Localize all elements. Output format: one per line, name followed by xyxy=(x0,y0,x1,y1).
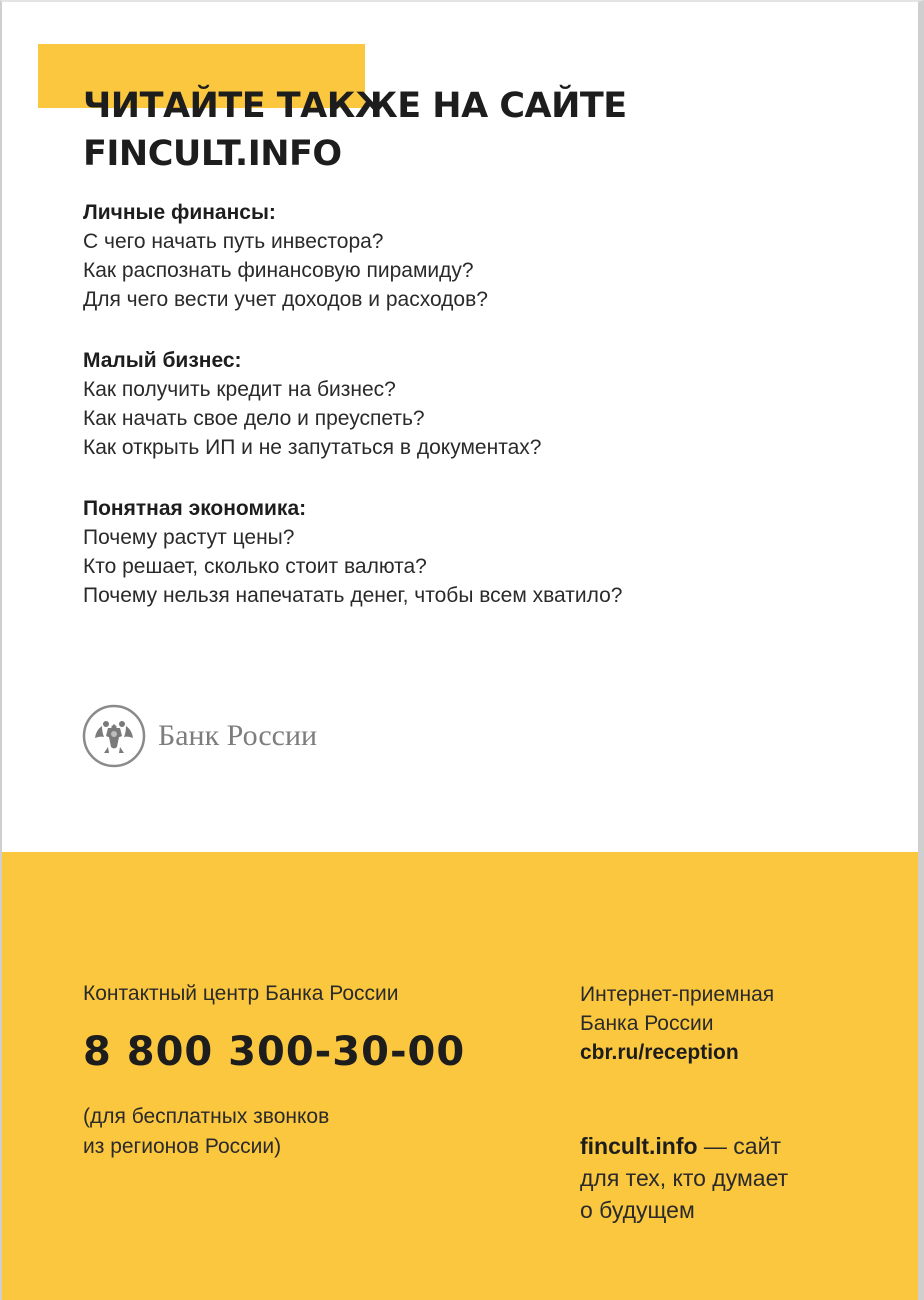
fincult-link[interactable]: fincult.info xyxy=(580,1133,698,1159)
reception-line-1: Интернет-приемная xyxy=(580,983,775,1006)
logo-text: Банк России xyxy=(158,719,318,752)
fincult-tagline-line-3: о будущем xyxy=(580,1197,695,1223)
fincult-tagline-line-2: для тех, кто думает xyxy=(580,1165,789,1191)
topics-list xyxy=(83,198,843,642)
phone-note-line-1: (для бесплатных звонков xyxy=(83,1105,330,1128)
section-title: Личные финансы: xyxy=(83,201,276,224)
section-personal-finance xyxy=(83,198,843,314)
topic-item: Как открыть ИП и не запутаться в документах? xyxy=(83,436,542,459)
section-economics xyxy=(83,494,843,610)
internet-reception xyxy=(580,980,840,1067)
topic-item: Как получить кредит на бизнес? xyxy=(83,378,396,401)
fincult-tagline-tail: — сайт xyxy=(697,1133,781,1159)
phone-number[interactable]: 8 800 300-30-00 xyxy=(83,1029,466,1075)
fincult-tagline xyxy=(580,1130,860,1226)
topic-item: Почему нельзя напечатать денег, чтобы всем хватило? xyxy=(83,584,623,607)
eagle-emblem-icon xyxy=(82,704,146,768)
contacts-footer xyxy=(2,852,924,1300)
topic-item: Как начать свое дело и преуспеть? xyxy=(83,407,425,430)
phone-note-line-2: из регионов России) xyxy=(83,1135,282,1158)
topic-item: С чего начать путь инвестора? xyxy=(83,230,384,253)
topic-item: Почему растут цены? xyxy=(83,526,295,549)
phone-note xyxy=(83,1102,403,1162)
reception-line-2: Банка России xyxy=(580,1012,714,1035)
reception-link[interactable]: cbr.ru/reception xyxy=(580,1041,739,1064)
section-small-business xyxy=(83,346,843,462)
topic-item: Кто решает, сколько стоит валюта? xyxy=(83,555,427,578)
topic-item: Для чего вести учет доходов и расходов? xyxy=(83,288,488,311)
bank-of-russia-logo xyxy=(82,704,317,768)
heading-line-2: FINCULT.INFO xyxy=(83,134,342,174)
section-title: Понятная экономика: xyxy=(83,497,307,520)
contact-center-label: Контактный центр Банка России xyxy=(83,982,399,1005)
topic-item: Как распознать финансовую пирамиду? xyxy=(83,259,474,282)
heading-line-1: ЧИТАЙТЕ ТАКЖЕ НА САЙТЕ xyxy=(83,86,627,126)
section-title: Малый бизнес: xyxy=(83,349,242,372)
page-heading xyxy=(83,82,783,178)
